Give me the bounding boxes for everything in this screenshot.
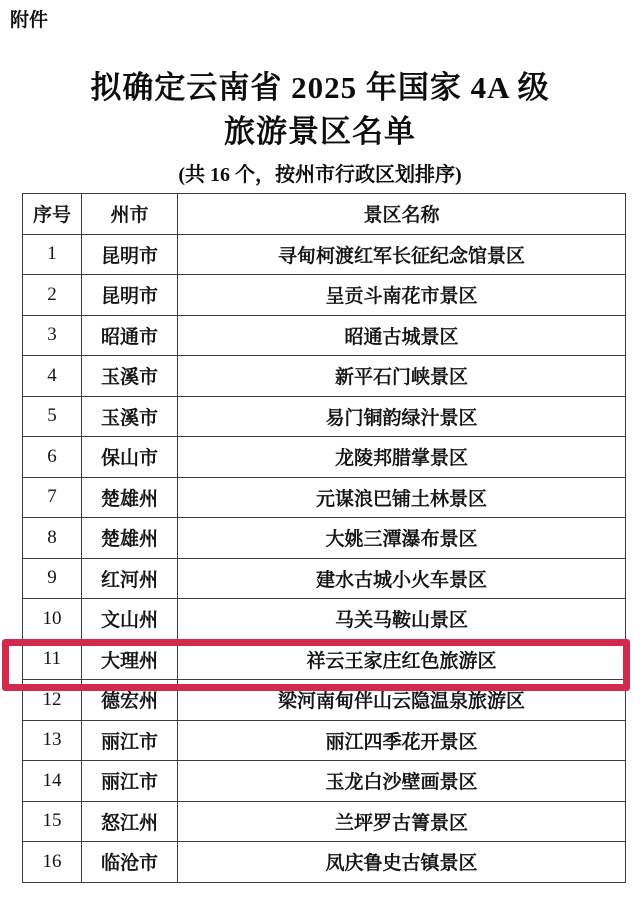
table-row <box>23 720 626 761</box>
row-no: 5 <box>23 396 82 437</box>
scenic-area-table <box>22 193 626 883</box>
table-header-row <box>23 194 626 235</box>
row-no: 14 <box>23 761 82 802</box>
row-scenic-name: 大姚三潭瀑布景区 <box>178 518 626 559</box>
header-city: 州市 <box>82 194 178 235</box>
row-no: 9 <box>23 558 82 599</box>
row-no: 4 <box>23 356 82 397</box>
row-city: 楚雄州 <box>82 518 178 559</box>
row-city: 昆明市 <box>82 275 178 316</box>
row-no: 16 <box>23 842 82 883</box>
row-city: 保山市 <box>82 437 178 478</box>
row-city: 大理州 <box>82 639 178 680</box>
row-scenic-name: 丽江四季花开景区 <box>178 720 626 761</box>
row-city: 红河州 <box>82 558 178 599</box>
row-no: 13 <box>23 720 82 761</box>
document-title-line1: 拟确定云南省 2025 年国家 4A 级 <box>90 70 550 105</box>
document-subtitle: (共 16 个，按州市行政区划排序) <box>178 164 462 186</box>
row-scenic-name: 新平石门峡景区 <box>178 356 626 397</box>
row-scenic-name: 寻甸柯渡红军长征纪念馆景区 <box>178 234 626 275</box>
row-no: 3 <box>23 315 82 356</box>
row-city: 怒江州 <box>82 801 178 842</box>
row-no: 6 <box>23 437 82 478</box>
row-city: 丽江市 <box>82 761 178 802</box>
table-row <box>23 599 626 640</box>
row-city: 玉溪市 <box>82 356 178 397</box>
row-scenic-name: 昭通古城景区 <box>178 315 626 356</box>
row-scenic-name: 易门铜韵绿汁景区 <box>178 396 626 437</box>
row-city: 玉溪市 <box>82 396 178 437</box>
row-scenic-name: 梁河南甸伴山云隐温泉旅游区 <box>178 680 626 721</box>
table-row <box>23 315 626 356</box>
table-row-highlighted <box>23 639 626 680</box>
table-row <box>23 801 626 842</box>
header-scenic-name: 景区名称 <box>178 194 626 235</box>
header-no: 序号 <box>23 194 82 235</box>
row-scenic-name: 凤庆鲁史古镇景区 <box>178 842 626 883</box>
row-no: 12 <box>23 680 82 721</box>
row-scenic-name: 祥云王家庄红色旅游区 <box>178 639 626 680</box>
row-scenic-name: 呈贡斗南花市景区 <box>178 275 626 316</box>
row-scenic-name: 建水古城小火车景区 <box>178 558 626 599</box>
table-row <box>23 275 626 316</box>
attachment-label: 附件 <box>10 10 49 31</box>
row-city: 昭通市 <box>82 315 178 356</box>
row-city: 德宏州 <box>82 680 178 721</box>
row-scenic-name: 玉龙白沙壁画景区 <box>178 761 626 802</box>
table-row <box>23 356 626 397</box>
row-no: 15 <box>23 801 82 842</box>
row-no: 8 <box>23 518 82 559</box>
table-row <box>23 842 626 883</box>
row-city: 临沧市 <box>82 842 178 883</box>
row-scenic-name: 龙陵邦腊掌景区 <box>178 437 626 478</box>
table-row <box>23 518 626 559</box>
row-no: 7 <box>23 477 82 518</box>
table-row <box>23 396 626 437</box>
row-city: 丽江市 <box>82 720 178 761</box>
row-no: 11 <box>23 639 82 680</box>
row-no: 10 <box>23 599 82 640</box>
document-title <box>0 66 640 154</box>
table-row <box>23 437 626 478</box>
row-city: 昆明市 <box>82 234 178 275</box>
row-no: 1 <box>23 234 82 275</box>
table-row <box>23 680 626 721</box>
row-scenic-name: 马关马鞍山景区 <box>178 599 626 640</box>
table-row <box>23 234 626 275</box>
row-scenic-name: 元谋浪巴铺土林景区 <box>178 477 626 518</box>
row-no: 2 <box>23 275 82 316</box>
table-row <box>23 558 626 599</box>
row-city: 文山州 <box>82 599 178 640</box>
table-row <box>23 477 626 518</box>
row-city: 楚雄州 <box>82 477 178 518</box>
table-row <box>23 761 626 802</box>
document-title-line2: 旅游景区名单 <box>224 114 416 149</box>
row-scenic-name: 兰坪罗古箐景区 <box>178 801 626 842</box>
